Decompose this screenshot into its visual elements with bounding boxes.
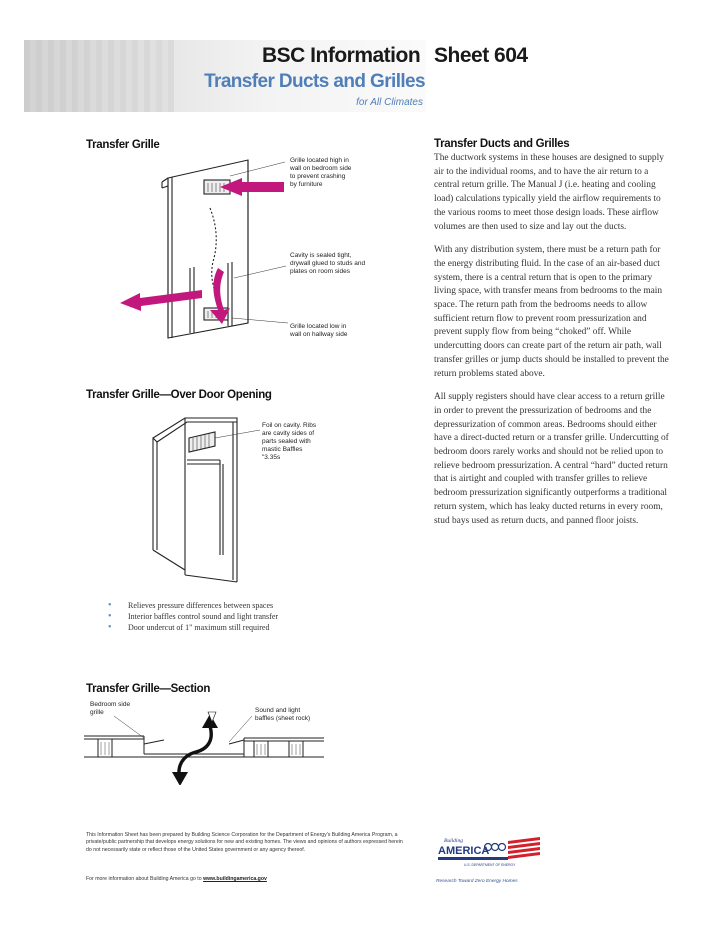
figure-heading-transfer-grille: Transfer Grille [86, 139, 160, 151]
figure-heading-over-door: Transfer Grille—Over Door Opening [86, 389, 272, 401]
callout-grille-high: Grille located high in wall on bedroom side to prevent crashing by furniture [290, 157, 352, 188]
callout-over-door: Foil on cavity. Ribs are cavity sides of parts sealed with mastic Baffles "3.35s [262, 422, 317, 461]
article-paragraph: All supply registers should have clear access to a return grille in order to prevent the pressurization of bedrooms and the depressurization of common areas. Bedrooms should either have a direct-ducted return or a transfer grille. Undercutting of bedroom doors rarely works and should not be relied upon to relieve bedroom pressurization. A central “hard” ducted return that is airtight and coupled with transfer grilles to relieve bedroom pressurization significantly outperforms a traditional return system, which has leaky ducted returns in every room, stud bays used as return ducts, and panned floor joists. [434, 392, 669, 526]
list-item: • Relieves pressure differences between spaces [108, 600, 278, 611]
logo-tagline: Research Toward Zero Energy Homes [436, 879, 518, 884]
building-america-logo [436, 835, 540, 879]
footer-disclaimer: This Information Sheet has been prepared by Building Science Corporation for the Department of Energy's Building America Program, a private/public partnership that develops energy solutions for new and existing homes. The views and opinions of authors expressed herein do not necessarily state or reflect those of the United States government or any agency thereof. [86, 832, 403, 853]
list-item: • Interior baffles control sound and light transfer [108, 611, 278, 622]
page-subtitle: for All Climates [356, 97, 423, 108]
header-sheet-number: Sheet 604 [434, 44, 528, 67]
header-info-label: BSC Information [262, 44, 421, 67]
article-column [434, 138, 674, 538]
header-photo [24, 40, 174, 112]
building-america-link[interactable]: www.buildingamerica.gov [203, 876, 267, 882]
benefits-list [108, 600, 278, 633]
article-paragraph: The ductwork systems in these houses are designed to supply air to the individual rooms, and to have the air return to a central return grille. The Manual J (i.e. heating and cooling load) calculations typically yield the airflow requirements to the various rooms to meet those design loads. These airflow volumes are then used to size and lay out the ducts. [434, 153, 664, 232]
callout-grille-low: Grille located low in wall on hallway side [290, 323, 348, 338]
list-item: • Door undercut of 1" maximum still required [108, 622, 278, 633]
logo-word-top: Building [444, 838, 463, 844]
page-title: Transfer Ducts and Grilles [204, 71, 425, 92]
callout-sound-baffles: Sound and light baffles (sheet rock) [255, 707, 311, 722]
article-paragraph: With any distribution system, there must be a return path for the energy distributing fluid. In the case of an air-based duct system, there is a central return that is open to the primary living space, with transfer means from bedrooms to the main space. The return path from the bedrooms needs to allow sufficient return flow to prevent room pressurization and prevent supply flow from being “choked” off. While undercutting doors can create part of the return air path, wall transfer grilles or jump ducts should be installed to prevent the return problems stated above. [434, 245, 669, 379]
footer-link-prefix: For more information about Building America go to [86, 876, 202, 882]
logo-word-sub: U.S. DEPARTMENT OF ENERGY [464, 863, 516, 867]
article-heading: Transfer Ducts and Grilles [434, 138, 570, 150]
callout-cavity-sealed: Cavity is sealed tight, drywall glued to studs and plates on room sides [290, 252, 366, 275]
logo-word-main: AMERICA [438, 845, 490, 857]
figure-heading-section: Transfer Grille—Section [86, 683, 211, 695]
footer-more-info [86, 876, 267, 882]
callout-bedroom-grille: Bedroom side grille [90, 701, 131, 716]
